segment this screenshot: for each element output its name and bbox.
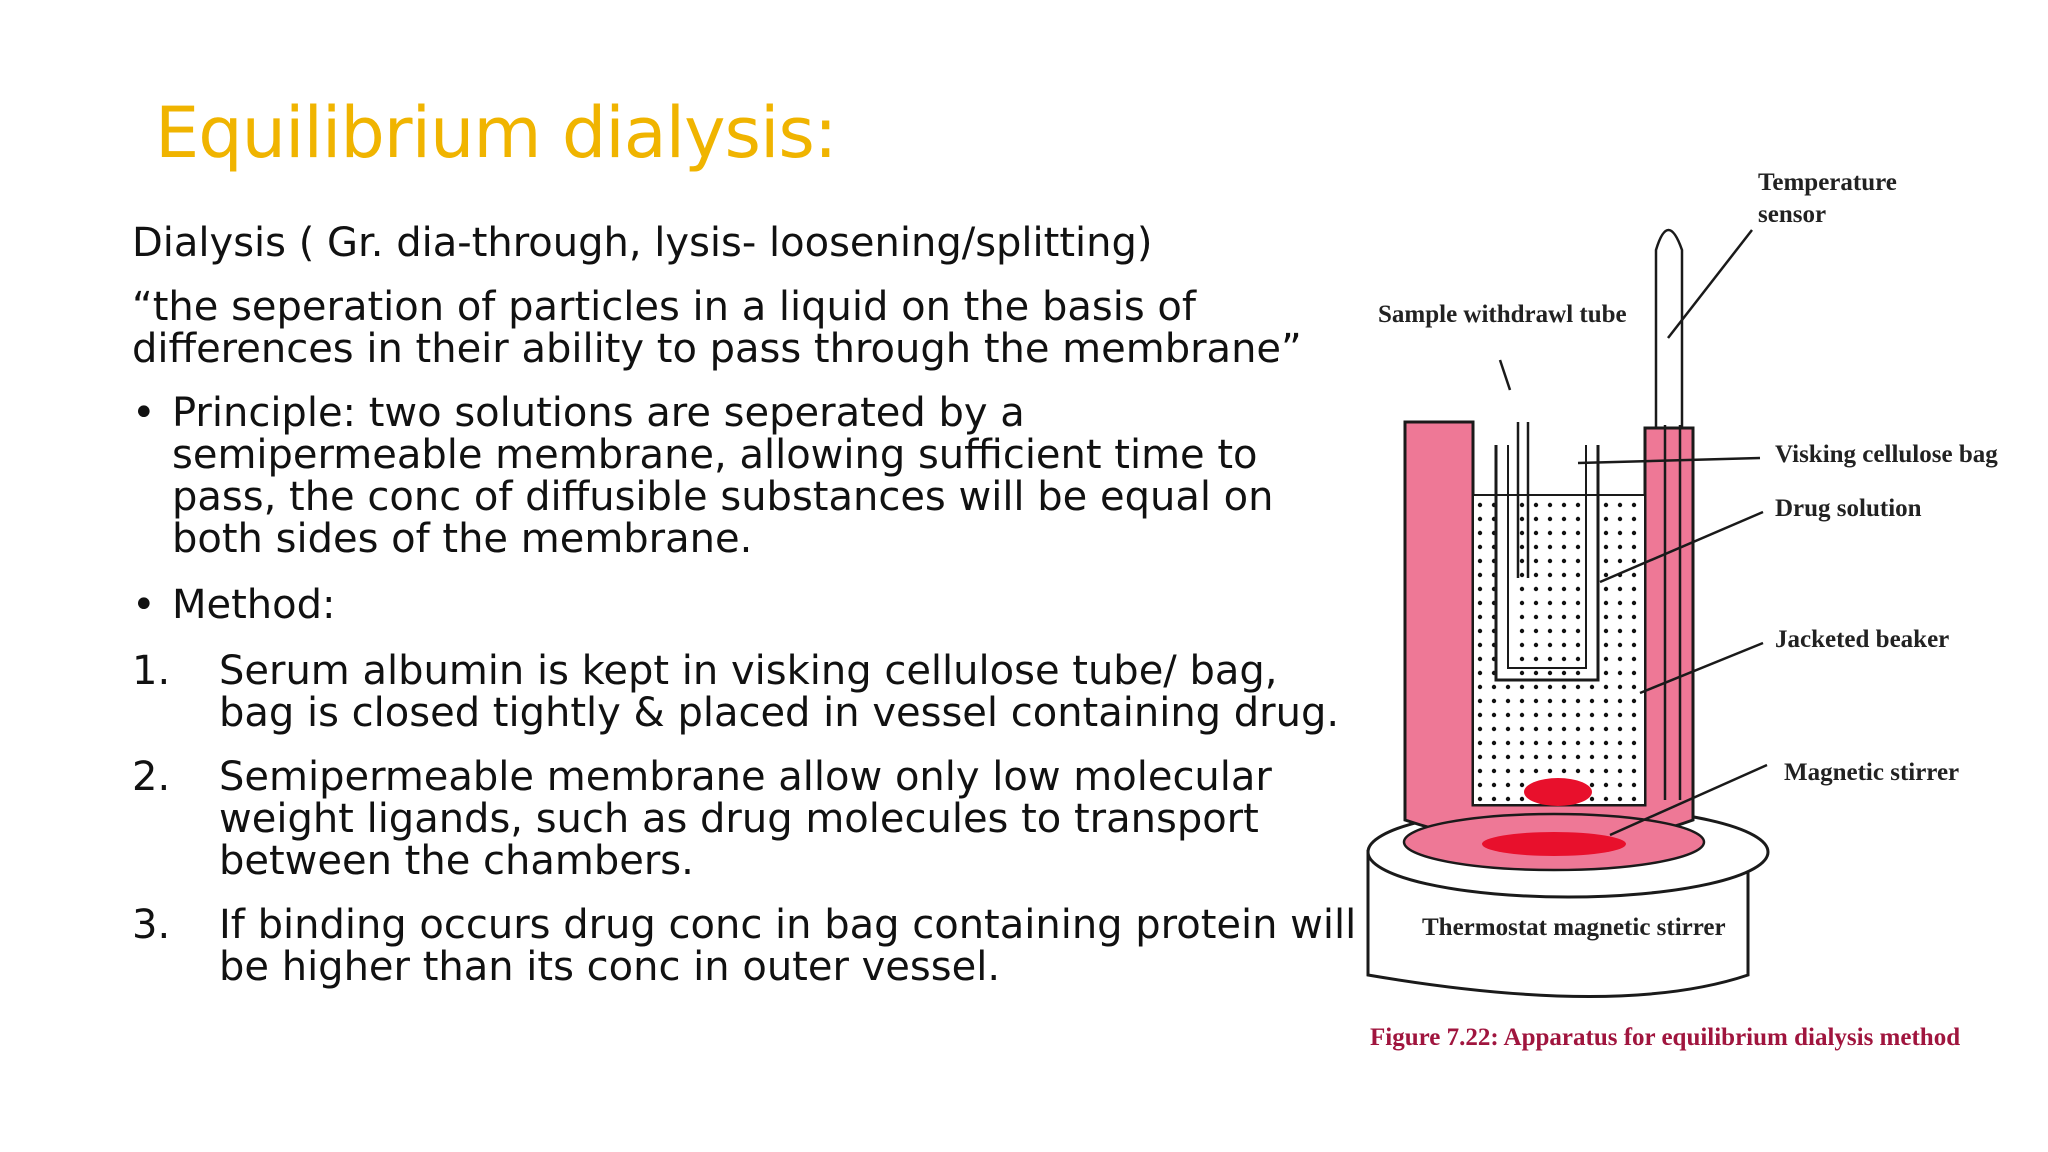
solution-dot bbox=[1562, 545, 1566, 549]
solution-dot bbox=[1534, 559, 1538, 563]
quote-line-1: “the seperation of particles in a liquid on the basis of bbox=[132, 284, 1196, 330]
solution-dot bbox=[1604, 657, 1608, 661]
solution-dot bbox=[1562, 713, 1566, 717]
solution-dot bbox=[1520, 685, 1524, 689]
definition-line: Dialysis ( Gr. dia-through, lysis- loosening/splitting) bbox=[132, 220, 1153, 266]
solution-dot bbox=[1478, 727, 1482, 731]
solution-dot bbox=[1618, 643, 1622, 647]
solution-dot bbox=[1632, 769, 1636, 773]
solution-dot bbox=[1562, 517, 1566, 521]
solution-dot bbox=[1604, 629, 1608, 633]
solution-dot bbox=[1520, 601, 1524, 605]
solution-dot bbox=[1478, 531, 1482, 535]
quote-line-2: differences in their ability to pass through the membrane” bbox=[132, 326, 1302, 372]
solution-dot bbox=[1618, 601, 1622, 605]
solution-dot bbox=[1520, 643, 1524, 647]
solution-dot bbox=[1604, 517, 1608, 521]
solution-dot bbox=[1604, 545, 1608, 549]
solution-dot bbox=[1506, 685, 1510, 689]
solution-dot bbox=[1562, 629, 1566, 633]
solution-dot bbox=[1548, 587, 1552, 591]
solution-dot bbox=[1562, 615, 1566, 619]
solution-dot bbox=[1506, 797, 1510, 801]
solution-dot bbox=[1632, 755, 1636, 759]
solution-dot bbox=[1604, 685, 1608, 689]
solution-dot bbox=[1548, 671, 1552, 675]
solution-dot bbox=[1534, 545, 1538, 549]
solution-dot bbox=[1548, 755, 1552, 759]
solution-dot bbox=[1520, 699, 1524, 703]
slide-body bbox=[132, 222, 1362, 1010]
solution-dot bbox=[1534, 587, 1538, 591]
principle-text: Principle: two solutions are seperated by a semipermeable membrane, allowing sufficient time to pass, the conc of diffusible substances will be equal on both sides of the membrane. bbox=[172, 390, 1274, 562]
solution-dot bbox=[1548, 643, 1552, 647]
step-item bbox=[132, 650, 1362, 734]
bullet-principle bbox=[132, 392, 1312, 560]
label-magnetic-stirrer: Magnetic stirrer bbox=[1784, 759, 1960, 786]
step-number: 2. bbox=[132, 754, 171, 800]
solution-dot bbox=[1534, 643, 1538, 647]
solution-dot bbox=[1520, 671, 1524, 675]
solution-dot bbox=[1590, 797, 1594, 801]
solution-dot bbox=[1632, 573, 1636, 577]
solution-dot bbox=[1618, 741, 1622, 745]
step-item bbox=[132, 756, 1362, 882]
solution-dot bbox=[1478, 573, 1482, 577]
solution-dot bbox=[1478, 755, 1482, 759]
solution-dot bbox=[1520, 531, 1524, 535]
step-number: 1. bbox=[132, 648, 171, 694]
solution-dot bbox=[1562, 601, 1566, 605]
solution-dot bbox=[1520, 783, 1524, 787]
solution-dot bbox=[1590, 769, 1594, 773]
solution-dot bbox=[1576, 671, 1580, 675]
label-temperature: Temperature bbox=[1758, 169, 1897, 196]
solution-dot bbox=[1618, 545, 1622, 549]
solution-dot bbox=[1618, 671, 1622, 675]
solution-dot bbox=[1520, 727, 1524, 731]
solution-dot bbox=[1478, 671, 1482, 675]
solution-dot bbox=[1604, 713, 1608, 717]
solution-dot bbox=[1618, 615, 1622, 619]
solution-dot bbox=[1604, 797, 1608, 801]
solution-dot bbox=[1604, 615, 1608, 619]
solution-dot bbox=[1548, 657, 1552, 661]
solution-dot bbox=[1520, 741, 1524, 745]
solution-dot bbox=[1632, 783, 1636, 787]
solution-dot bbox=[1576, 769, 1580, 773]
solution-dot bbox=[1548, 601, 1552, 605]
solution-dot bbox=[1562, 559, 1566, 563]
bullet-method bbox=[132, 584, 1362, 626]
solution-dot bbox=[1618, 517, 1622, 521]
solution-dot bbox=[1576, 615, 1580, 619]
solution-dot bbox=[1520, 615, 1524, 619]
solution-dot bbox=[1618, 713, 1622, 717]
solution-dot bbox=[1576, 741, 1580, 745]
solution-dot bbox=[1562, 671, 1566, 675]
solution-dot bbox=[1562, 657, 1566, 661]
solution-dot bbox=[1492, 783, 1496, 787]
solution-dot bbox=[1548, 769, 1552, 773]
step-text: Semipermeable membrane allow only low molecular weight ligands, such as drug molecules to transport between the chambers. bbox=[219, 754, 1272, 884]
label-sample-tube: Sample withdrawl tube bbox=[1378, 301, 1627, 328]
step-text: Serum albumin is kept in visking cellulose tube/ bag, bag is closed tightly & placed in vessel containing drug. bbox=[219, 648, 1340, 736]
step-number: 3. bbox=[132, 902, 171, 948]
solution-dot bbox=[1576, 727, 1580, 731]
solution-dot bbox=[1534, 755, 1538, 759]
solution-dot bbox=[1576, 601, 1580, 605]
solution-dot bbox=[1492, 741, 1496, 745]
solution-dot bbox=[1618, 727, 1622, 731]
solution-dot bbox=[1548, 713, 1552, 717]
solution-dot bbox=[1590, 727, 1594, 731]
quote-paragraph bbox=[132, 286, 1362, 370]
solution-dot bbox=[1478, 643, 1482, 647]
solution-dot bbox=[1604, 601, 1608, 605]
solution-dot bbox=[1534, 671, 1538, 675]
solution-dot bbox=[1604, 531, 1608, 535]
solution-dot bbox=[1604, 755, 1608, 759]
slide-title: Equilibrium dialysis: bbox=[155, 92, 837, 174]
solution-dot bbox=[1492, 769, 1496, 773]
solution-dot bbox=[1478, 517, 1482, 521]
solution-dot bbox=[1632, 713, 1636, 717]
solution-dot bbox=[1548, 559, 1552, 563]
solution-dot bbox=[1548, 573, 1552, 577]
solution-dot bbox=[1618, 699, 1622, 703]
solution-dot bbox=[1562, 573, 1566, 577]
solution-dot bbox=[1520, 573, 1524, 577]
solution-dot bbox=[1492, 699, 1496, 703]
solution-dot bbox=[1506, 727, 1510, 731]
solution-dot bbox=[1520, 587, 1524, 591]
solution-dot bbox=[1534, 531, 1538, 535]
solution-dot bbox=[1576, 559, 1580, 563]
solution-dot bbox=[1576, 531, 1580, 535]
solution-dot bbox=[1506, 783, 1510, 787]
solution-dot bbox=[1562, 503, 1566, 507]
solution-dot bbox=[1604, 699, 1608, 703]
solution-dot bbox=[1604, 573, 1608, 577]
solution-dot bbox=[1604, 769, 1608, 773]
solution-dot bbox=[1618, 685, 1622, 689]
solution-dot bbox=[1604, 643, 1608, 647]
solution-dot bbox=[1632, 643, 1636, 647]
solution-dot bbox=[1632, 559, 1636, 563]
solution-dot bbox=[1576, 713, 1580, 717]
solution-dot bbox=[1534, 657, 1538, 661]
solution-dot bbox=[1632, 587, 1636, 591]
solution-dot bbox=[1506, 699, 1510, 703]
bullet-marker: • bbox=[132, 390, 156, 436]
solution-dot bbox=[1534, 699, 1538, 703]
solution-dot bbox=[1478, 783, 1482, 787]
solution-dot bbox=[1492, 755, 1496, 759]
solution-dot bbox=[1478, 629, 1482, 633]
solution-dot bbox=[1618, 629, 1622, 633]
solution-dot bbox=[1618, 587, 1622, 591]
solution-dot bbox=[1548, 615, 1552, 619]
solution-dot bbox=[1478, 545, 1482, 549]
label-sensor: sensor bbox=[1758, 201, 1827, 228]
solution-dot bbox=[1576, 657, 1580, 661]
solution-dot bbox=[1534, 713, 1538, 717]
solution-dot bbox=[1520, 517, 1524, 521]
solution-dot bbox=[1618, 797, 1622, 801]
solution-dot bbox=[1520, 503, 1524, 507]
solution-dot bbox=[1604, 559, 1608, 563]
bullet-marker: • bbox=[132, 582, 156, 628]
solution-dot bbox=[1548, 699, 1552, 703]
solution-dot bbox=[1604, 671, 1608, 675]
solution-dot bbox=[1534, 769, 1538, 773]
solution-dot bbox=[1548, 517, 1552, 521]
solution-dot bbox=[1632, 685, 1636, 689]
solution-dot bbox=[1492, 713, 1496, 717]
solution-dot bbox=[1576, 629, 1580, 633]
solution-dot bbox=[1604, 741, 1608, 745]
solution-dot bbox=[1534, 615, 1538, 619]
solution-dot bbox=[1632, 615, 1636, 619]
solution-dot bbox=[1618, 503, 1622, 507]
solution-dot bbox=[1562, 741, 1566, 745]
solution-dot bbox=[1478, 657, 1482, 661]
solution-dot bbox=[1506, 755, 1510, 759]
solution-dot bbox=[1506, 769, 1510, 773]
solution-dot bbox=[1576, 517, 1580, 521]
label-visking-bag: Visking cellulose bag bbox=[1775, 441, 1998, 468]
solution-dot bbox=[1520, 657, 1524, 661]
solution-dot bbox=[1520, 629, 1524, 633]
solution-dot bbox=[1562, 531, 1566, 535]
solution-dot bbox=[1534, 573, 1538, 577]
method-text: Method: bbox=[172, 582, 336, 628]
solution-dot bbox=[1562, 755, 1566, 759]
solution-dot bbox=[1506, 713, 1510, 717]
solution-dot bbox=[1632, 657, 1636, 661]
solution-dot bbox=[1576, 573, 1580, 577]
solution-dot bbox=[1632, 629, 1636, 633]
solution-dot bbox=[1618, 769, 1622, 773]
solution-dot bbox=[1632, 503, 1636, 507]
solution-dot bbox=[1492, 727, 1496, 731]
solution-dot bbox=[1534, 517, 1538, 521]
solution-dot bbox=[1632, 671, 1636, 675]
solution-dot bbox=[1590, 755, 1594, 759]
solution-dot bbox=[1534, 601, 1538, 605]
solution-dot bbox=[1548, 741, 1552, 745]
solution-dot bbox=[1548, 727, 1552, 731]
solution-dot bbox=[1562, 685, 1566, 689]
solution-dot bbox=[1562, 699, 1566, 703]
solution-dot bbox=[1520, 545, 1524, 549]
solution-dot bbox=[1618, 531, 1622, 535]
solution-dot bbox=[1492, 797, 1496, 801]
solution-dot bbox=[1618, 559, 1622, 563]
solution-dot bbox=[1632, 531, 1636, 535]
solution-dot bbox=[1534, 685, 1538, 689]
solution-dot bbox=[1520, 559, 1524, 563]
solution-dot bbox=[1604, 503, 1608, 507]
solution-dot bbox=[1506, 741, 1510, 745]
label-jacketed-beaker: Jacketed beaker bbox=[1775, 626, 1950, 653]
solution-dot bbox=[1604, 727, 1608, 731]
dialysis-apparatus-figure bbox=[1350, 160, 2010, 1070]
apparatus-diagram bbox=[1350, 160, 2010, 1070]
solution-dot bbox=[1478, 797, 1482, 801]
solution-dot bbox=[1618, 783, 1622, 787]
solution-dot bbox=[1562, 643, 1566, 647]
solution-dot bbox=[1520, 755, 1524, 759]
solution-dot bbox=[1520, 797, 1524, 801]
solution-dot bbox=[1548, 629, 1552, 633]
solution-dot bbox=[1562, 587, 1566, 591]
solution-dot bbox=[1576, 503, 1580, 507]
solution-dot bbox=[1632, 741, 1636, 745]
stirrer-bar-bottom bbox=[1482, 832, 1626, 856]
solution-dot bbox=[1534, 503, 1538, 507]
solution-dot bbox=[1478, 601, 1482, 605]
solution-dot bbox=[1590, 783, 1594, 787]
solution-dot bbox=[1520, 769, 1524, 773]
solution-dot bbox=[1576, 587, 1580, 591]
solution-dot bbox=[1618, 755, 1622, 759]
solution-dot bbox=[1548, 503, 1552, 507]
label-drug-solution: Drug solution bbox=[1775, 495, 1922, 522]
solution-dot bbox=[1590, 713, 1594, 717]
label-thermostat: Thermostat magnetic stirrer bbox=[1422, 914, 1726, 941]
solution-dot bbox=[1548, 531, 1552, 535]
solution-dot bbox=[1478, 503, 1482, 507]
solution-dot bbox=[1632, 545, 1636, 549]
solution-dot bbox=[1478, 699, 1482, 703]
solution-dot bbox=[1548, 685, 1552, 689]
solution-dot bbox=[1618, 657, 1622, 661]
figure-caption: Figure 7.22: Apparatus for equilibrium dialysis method bbox=[1370, 1024, 1961, 1051]
solution-dot bbox=[1632, 601, 1636, 605]
solution-dot bbox=[1576, 699, 1580, 703]
step-text: If binding occurs drug conc in bag containing protein will be higher than its conc in outer vessel. bbox=[219, 902, 1357, 990]
solution-dot bbox=[1548, 545, 1552, 549]
solution-dot bbox=[1632, 517, 1636, 521]
solution-dot bbox=[1520, 713, 1524, 717]
solution-dot bbox=[1534, 629, 1538, 633]
solution-dot bbox=[1478, 769, 1482, 773]
solution-dot bbox=[1590, 741, 1594, 745]
solution-dot bbox=[1478, 615, 1482, 619]
step-item bbox=[132, 904, 1362, 988]
solution-dot bbox=[1478, 741, 1482, 745]
stirrer-bar-top bbox=[1524, 778, 1592, 806]
solution-dot bbox=[1562, 727, 1566, 731]
solution-dot bbox=[1534, 741, 1538, 745]
solution-dot bbox=[1632, 727, 1636, 731]
solution-dot bbox=[1478, 559, 1482, 563]
solution-dot bbox=[1478, 587, 1482, 591]
solution-dot bbox=[1604, 783, 1608, 787]
solution-dot bbox=[1478, 713, 1482, 717]
solution-dot bbox=[1562, 769, 1566, 773]
solution-dot bbox=[1534, 727, 1538, 731]
solution-dot bbox=[1604, 587, 1608, 591]
solution-dot bbox=[1576, 643, 1580, 647]
solution-dot bbox=[1478, 685, 1482, 689]
solution-dot bbox=[1576, 685, 1580, 689]
solution-dot bbox=[1576, 755, 1580, 759]
solution-dot bbox=[1590, 685, 1594, 689]
solution-dot bbox=[1576, 545, 1580, 549]
solution-dot bbox=[1632, 699, 1636, 703]
solution-dot bbox=[1632, 797, 1636, 801]
solution-dot bbox=[1492, 685, 1496, 689]
solution-dot bbox=[1590, 699, 1594, 703]
